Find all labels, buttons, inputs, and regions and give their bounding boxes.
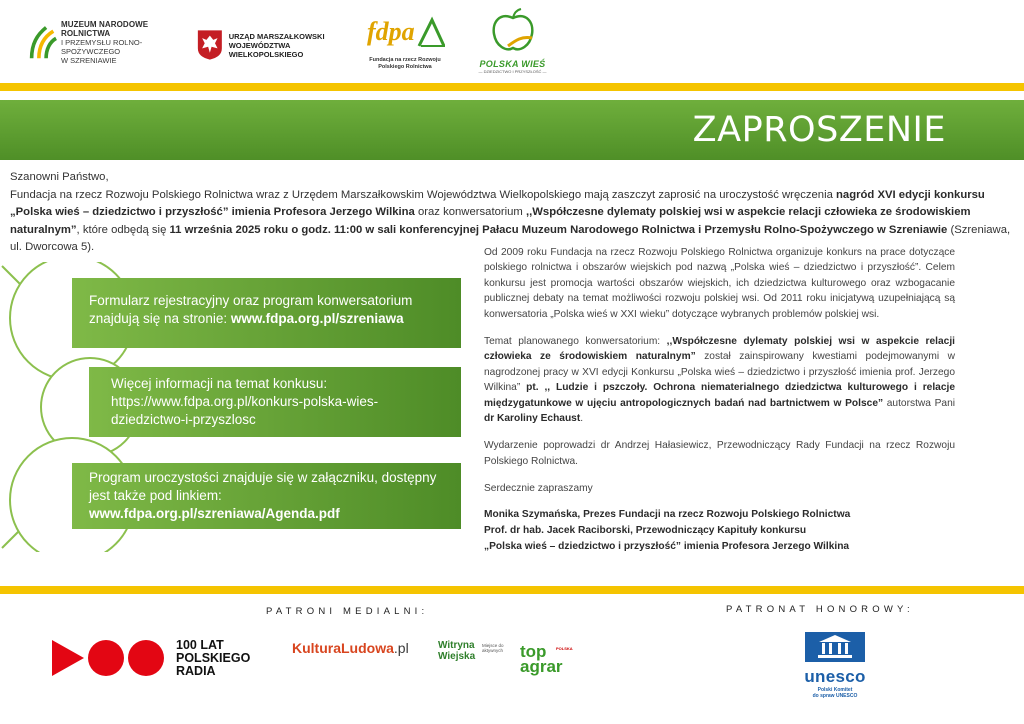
intro-text-1: Fundacja na rzecz Rozwoju Polskiego Rolnictwa wraz z Urzędem Marszałkowskim Województwa Wielkopolskiego mają zaszczyt zaprosić na uroczystość wręczenia [10, 188, 837, 201]
intro-conversatory-title: ,,Współczesne dylematy polskiej wsi w aspekcie relacji człowieka ze środowiskiem naturalnym” [10, 206, 971, 236]
polska-wies-sub: — DZIEDZICTWO I PRZYSZŁOŚĆ — [478, 69, 547, 74]
agenda-info-bar [72, 463, 461, 529]
umww-line1: URZĄD MARSZAŁKOWSKI [228, 31, 325, 41]
radio-line3: RADIA [176, 663, 216, 678]
registration-text: Formularz rejestracyjny oraz program konwersatorium znajdują się na stronie: [89, 293, 413, 326]
author-name: dr Karoliny Echaust [484, 413, 581, 425]
unesco-sub1: Polski Komitet [817, 687, 853, 693]
fdpa-line2: Polskiego Rolnictwa [378, 64, 432, 70]
title-banner [0, 100, 1024, 160]
contest-info-text[interactable]: Więcej informacji na temat konkusu: https://www.fdpa.org.pl/konkurs-polska-wies-dziedzictwo-i-przyszlosc [111, 376, 379, 427]
radio-shapes-icon [48, 636, 168, 680]
apple-icon [488, 8, 538, 54]
intro-date-venue: 11 września 2025 roku o godz. 11:00 w sali konferencyjnej Pałacu Muzeum Narodowego Rolnictwa i Przemysłu Rolno-Spożywczego w Szreniawie [169, 223, 948, 236]
fdpa-line1: Fundacja na rzecz Rozwoju [369, 57, 441, 63]
bottom-yellow-divider [0, 586, 1024, 594]
topagrar-country: POLSKA [556, 646, 573, 651]
fdpa-mark: fdpa [367, 17, 415, 46]
muzeum-logo [28, 20, 188, 64]
intro-paragraph [10, 169, 1015, 257]
salutation: Szanowni Państwo, [10, 171, 109, 183]
umww-line2: WOJEWÓDZTWA WIELKOPOLSKIEGO [228, 40, 304, 59]
unesco-logo [790, 632, 880, 712]
intro-text-2: oraz konwersatorium [414, 206, 526, 218]
description-column [484, 245, 955, 555]
wheat-logo-icon [28, 22, 57, 62]
polskie-radio-logo [48, 628, 268, 688]
kultura-domain: .pl [393, 640, 409, 656]
agenda-text: Program uroczystości znajduje się w załączniku, dostępny jest także pod linkiem: [89, 470, 437, 503]
kultura-ludowa-logo [292, 640, 409, 656]
fdpa-logo [360, 12, 450, 72]
registration-link[interactable]: www.fdpa.org.pl/szreniawa [230, 311, 404, 326]
witryna-tagline: Miejsce do aktywnych [482, 643, 504, 653]
contest-description: Od 2009 roku Fundacja na rzecz Rozwoju Polskiego Rolnictwa organizuje konkurs na prace dotyczące polskiego rolnictwa i obszarów wiejskich pod nazwą „Polska wieś – dziedzictwo i przyszłość”. Celem konkursu jest promocja wartości obszarów wiejskich, ich dziedzictwa kulturowego oraz wzbogacanie publicznej debaty na temat możliwości rozwoju polskiej wsi. Od 2011 roku inicjatywą uzupełniającą są konwersatoria „Polska wieś w XXI wieku” dotyczące wybranych problemów polskiej wsi. [484, 247, 955, 320]
top-agrar-logo [520, 642, 573, 676]
agenda-link[interactable]: www.fdpa.org.pl/szreniawa/Agenda.pdf [89, 506, 340, 521]
fdpa-mark-icon [365, 12, 445, 52]
author-lead: autorstwa Pani [883, 397, 955, 409]
kultura-name: KulturaLudowa [292, 640, 394, 656]
awarded-work-title: pt. ,, Ludzie i pszczoły. Ochrona niematerialnego dziedzictwa kulturowego i relacje międzygatunkowe w ujęciu antropologicznych badań nad bartnictwem w Polsce” [484, 382, 955, 409]
host-info: Wydarzenie poprowadzi dr Andrzej Hałasiewicz, Przewodniczący Rady Fundacji na rzecz Rozwoju Polskiego Rolnictwa. [484, 440, 955, 467]
witryna-word2: Wiejska [438, 651, 476, 662]
intro-text-3: , które odbędą się [76, 223, 170, 236]
witryna-word1: Witryna [438, 640, 475, 651]
registration-info-bar [72, 278, 461, 348]
top-yellow-divider [0, 83, 1024, 91]
honorary-patronage-label: PATRONAT HONOROWY: [726, 604, 914, 615]
signature-2: Prof. dr hab. Jacek Raciborski, Przewodniczący Kapituły konkursu [484, 524, 807, 536]
polska-wies-logo [470, 8, 555, 76]
muzeum-line3: W SZRENIAWIE [60, 55, 117, 65]
conversatory-description [484, 334, 955, 426]
topagrar-word2: agrar [520, 657, 563, 676]
page-title: ZAPROSZENIE [692, 110, 946, 150]
intro-award-name: nagród XVI edycji konkursu „Polska wieś – dziedzictwo i przyszłość” imienia Profesora Jerzego Wilkina [10, 188, 985, 218]
muzeum-title: MUZEUM NARODOWE ROLNICTWA [60, 19, 149, 38]
topagrar-word1: top [520, 642, 547, 661]
closing-line: Serdecznie zapraszamy [484, 483, 593, 495]
signature-1: Monika Szymańska, Prezes Fundacji na rzecz Rozwoju Polskiego Rolnictwa [484, 508, 851, 520]
polska-wies-name: POLSKA WIEŚ [479, 59, 546, 69]
contest-info-bar [89, 367, 461, 437]
radio-line1: 100 LAT [176, 637, 224, 652]
radio-line2: POLSKIEGO [176, 650, 251, 665]
umww-logo [197, 26, 347, 64]
signature-3: „Polska wieś – dziedzictwo i przyszłość” imienia Profesora Jerzego Wilkina [484, 540, 850, 552]
media-patrons-label: PATRONI MEDIALNI: [266, 606, 429, 617]
period: . [580, 413, 584, 425]
topic-lead: Temat planowanego konwersatorium: [484, 336, 667, 348]
unesco-sub2: do spraw UNESCO [812, 693, 858, 699]
temple-icon [805, 632, 865, 662]
topic-text: został zainspirowany kwestiami podejmowanymi w nagrodzonej pracy w XVI edycji Konkursu „Polska wieś – dziedzictwo i przyszłość imienia prof. Jerzego Wilkina” [484, 351, 955, 394]
unesco-word: unesco [804, 667, 866, 686]
topic-title: ,,Współczesne dylematy polskiej wsi w aspekcie relacji człowieka ze środowiskiem naturalnym” [484, 336, 955, 363]
eagle-crest-icon [197, 27, 223, 63]
witryna-wiejska-logo [438, 640, 508, 680]
intro-address: (Szreniawa, ul. Dworcowa 5). [10, 223, 1011, 253]
muzeum-line2: I PRZEMYSŁU ROLNO-SPOŻYWCZEGO [60, 37, 143, 56]
